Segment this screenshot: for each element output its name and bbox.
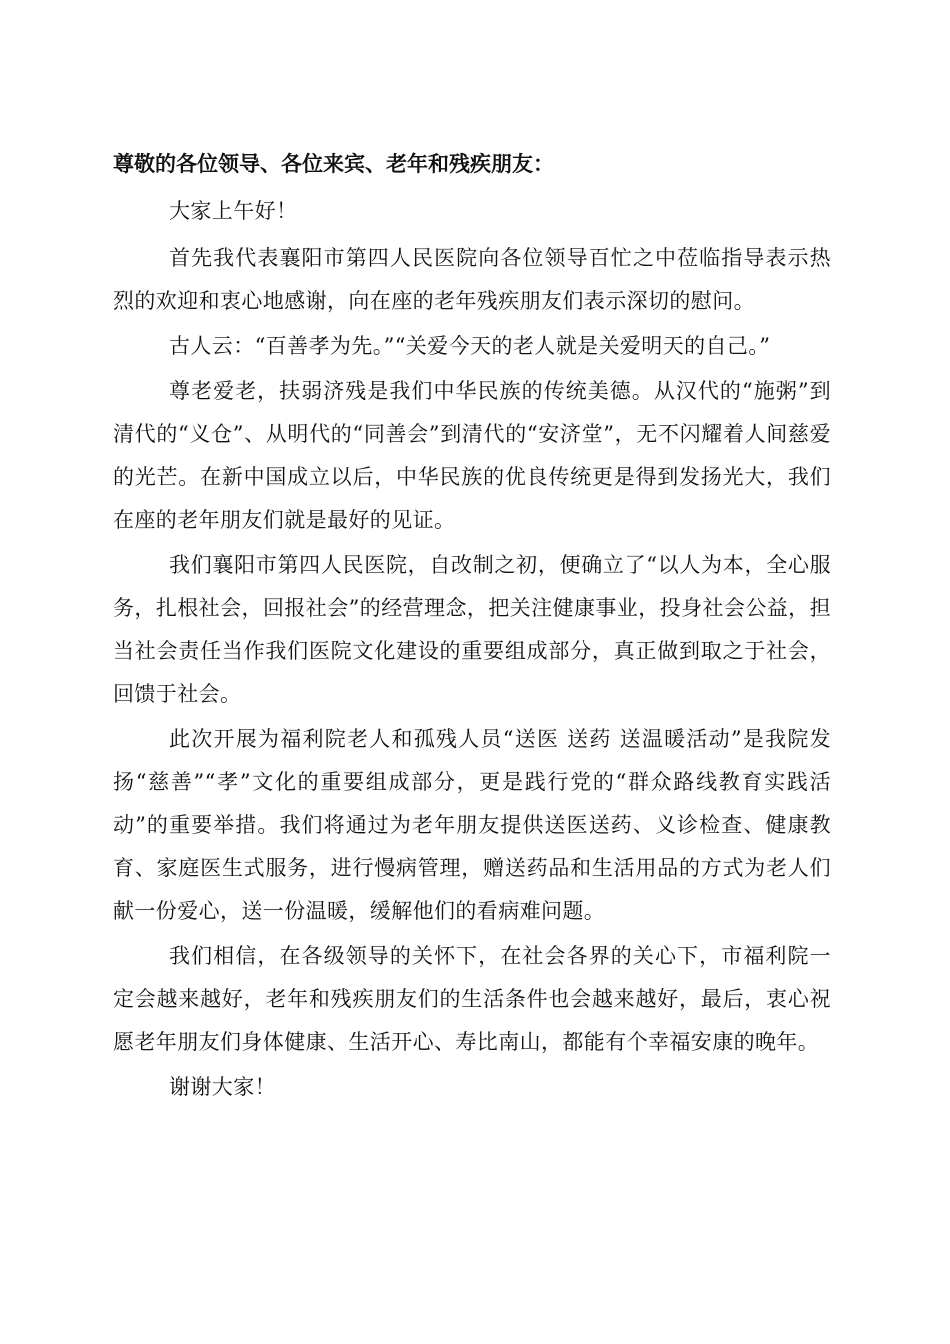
quote-paragraph: 古人云：“百善孝为先。”“关爱今天的老人就是关爱明天的自己。”	[169, 334, 771, 358]
hospital-philosophy-paragraph: 我们襄阳市第四人民医院，自改制之初，便确立了“以人为本，全心服务，扎根社会，回报社会”的经营理念，把关注健康事业，投身社会公益，担当社会责任当作我们医院文化建设的重要组成部分，真正做到取之于社会，回馈于社会。	[113, 553, 831, 706]
activity-paragraph: 此次开展为福利院老人和孤残人员“送医 送药 送温暖活动”是我院发扬“慈善”“孝”文化的重要组成部分，更是践行党的“群众路线教育实践活动”的重要举措。我们将通过为老年朋友提供送医送药、义诊检查、健康教育、家庭医生式服务，进行慢病管理，赠送药品和生活用品的方式为老人们献一份爱心，送一份温暖，缓解他们的看病难问题。	[113, 727, 831, 923]
wishes-paragraph: 我们相信，在各级领导的关怀下，在社会各界的关心下，市福利院一定会越来越好，老年和残疾朋友们的生活条件也会越来越好，最后，衷心祝愿老年朋友们身体健康、生活开心、寿比南山，都能有个幸福安康的晚年。	[113, 944, 831, 1054]
thanks-paragraph: 谢谢大家！	[169, 1075, 276, 1099]
welcome-paragraph: 首先我代表襄阳市第四人民医院向各位领导百忙之中莅临指导表示热烈的欢迎和衷心地感谢，向在座的老年残疾朋友们表示深切的慰问。	[113, 246, 831, 313]
salutation: 尊敬的各位领导、各位来宾、老年和残疾朋友：	[113, 152, 554, 176]
speech-body	[113, 148, 831, 1113]
tradition-paragraph: 尊老爱老，扶弱济残是我们中华民族的传统美德。从汉代的“施粥”到清代的“义仓”、从明代的“同善会”到清代的“安济堂”，无不闪耀着人间慈爱的光芒。在新中国成立以后，中华民族的优良传统更是得到发扬光大，我们在座的老年朋友们就是最好的见证。	[113, 379, 831, 532]
greeting-paragraph: 大家上午好！	[169, 199, 298, 223]
